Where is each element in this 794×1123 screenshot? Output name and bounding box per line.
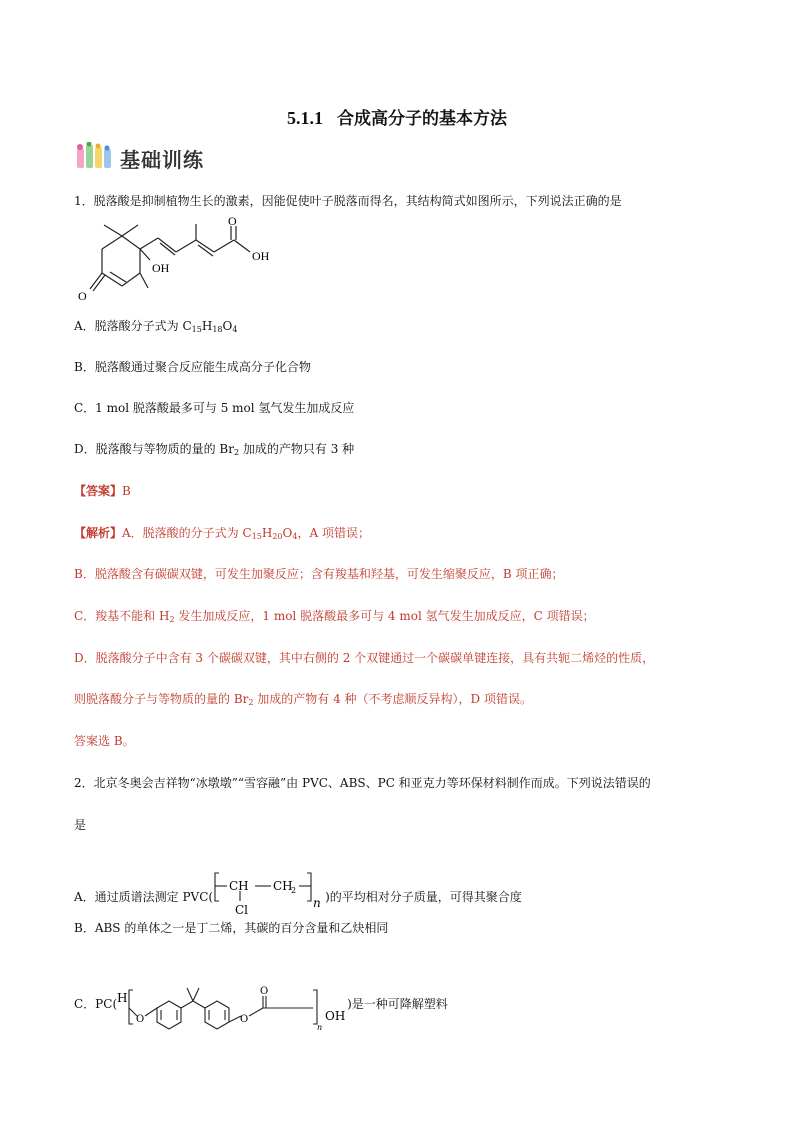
q1-analysis-line1: 【解析】A．脱落酸的分子式为 $C_{15}H_{20}O_4$，A 项错误；	[74, 526, 370, 541]
q1-analysis-line4: D．脱落酸分子中含有 3 个碳碳双键，其中右侧的 2 个双键通过一个碳碳单键连接，具有共轭二烯烃的性质，	[74, 651, 655, 665]
pencils-icon	[74, 142, 118, 172]
q1-analysis-line5: 则脱落酸分子与等物质的量的 $Br_2$ 加成的产物有 4 种（不考虑顺反异构），D 项错误。	[74, 692, 532, 707]
q1-analysis-line3: C．羧基不能和 $H_2$ 发生加成反应，1 mol 脱落酸最多可与 4 mol 氢气发生加成反应，C 项错误；	[74, 609, 595, 624]
q2-stem-line1: 2．北京冬奥会吉祥物“冰墩墩”“雪容融”由 PVC、ABS、PC 和亚克力等环保材料制作而成。下列说法错误的	[74, 776, 651, 790]
answer-tag: 【答案】	[74, 484, 123, 498]
svg-text:OH: OH	[325, 1009, 346, 1023]
svg-text:O: O	[260, 986, 269, 997]
q2-option-c: C．PC( H O O O n OH )是一种可降解塑料	[74, 972, 448, 1032]
q1-option-b: B．脱落酸通过聚合反应能生成高分子化合物	[74, 360, 311, 374]
q1-option-c: C．1 mol 脱落酸最多可与 5 mol 氢气发生加成反应	[74, 401, 355, 415]
svg-text:O: O	[240, 1014, 249, 1025]
q1-stem: 1．脱落酸是抑制植物生长的激素，因能促使叶子脱落而得名，其结构简式如图所示，下列说法正确的是	[74, 194, 622, 208]
section-banner	[74, 142, 204, 172]
page-title	[0, 104, 794, 129]
pvc-formula	[213, 869, 325, 917]
svg-text:2: 2	[291, 886, 297, 895]
svg-text:CH: CH	[273, 879, 293, 893]
ketone-o-label: O	[78, 289, 87, 303]
svg-text:CH: CH	[229, 879, 249, 893]
q1-conclusion: 答案选 B。	[74, 734, 135, 748]
svg-text:n: n	[313, 896, 321, 910]
section-label: 基础训练	[120, 148, 204, 172]
section-number: 5.1.1	[287, 108, 323, 128]
hydroxyl-label: OH	[152, 261, 170, 275]
abscisic-acid-structure	[74, 216, 294, 308]
answer-value: B	[122, 484, 131, 498]
pc-formula	[117, 972, 347, 1032]
carboxyl-oh-label: OH	[252, 249, 270, 263]
q2-option-a: A．通过质谱法测定 PVC( CH CH 2 Cl n )的平均相对分子质量，可得其聚合度	[74, 869, 522, 917]
svg-text:Cl: Cl	[235, 903, 249, 917]
svg-text:O: O	[136, 1014, 145, 1025]
q2-stem-line2: 是	[74, 818, 87, 832]
q2-option-b: B．ABS 的单体之一是丁二烯，其碳的百分含量和乙炔相同	[74, 921, 389, 935]
q1-analysis-line2: B．脱落酸含有碳碳双键，可发生加聚反应；含有羧基和羟基，可发生缩聚反应，B 项正确；	[74, 567, 564, 581]
carbonyl-o-label: O	[228, 216, 237, 228]
q1-option-a: A．脱落酸分子式为 $C_{15}H_{18}O_4$	[74, 319, 238, 334]
analysis-tag: 【解析】	[74, 526, 123, 540]
svg-text:H: H	[117, 991, 128, 1005]
q1-option-d: D．脱落酸与等物质的量的 $Br_2$ 加成的产物只有 3 种	[74, 442, 355, 457]
title-text: 合成高分子的基本方法	[337, 109, 507, 129]
svg-text:n: n	[317, 1023, 323, 1032]
q1-answer	[74, 483, 131, 499]
